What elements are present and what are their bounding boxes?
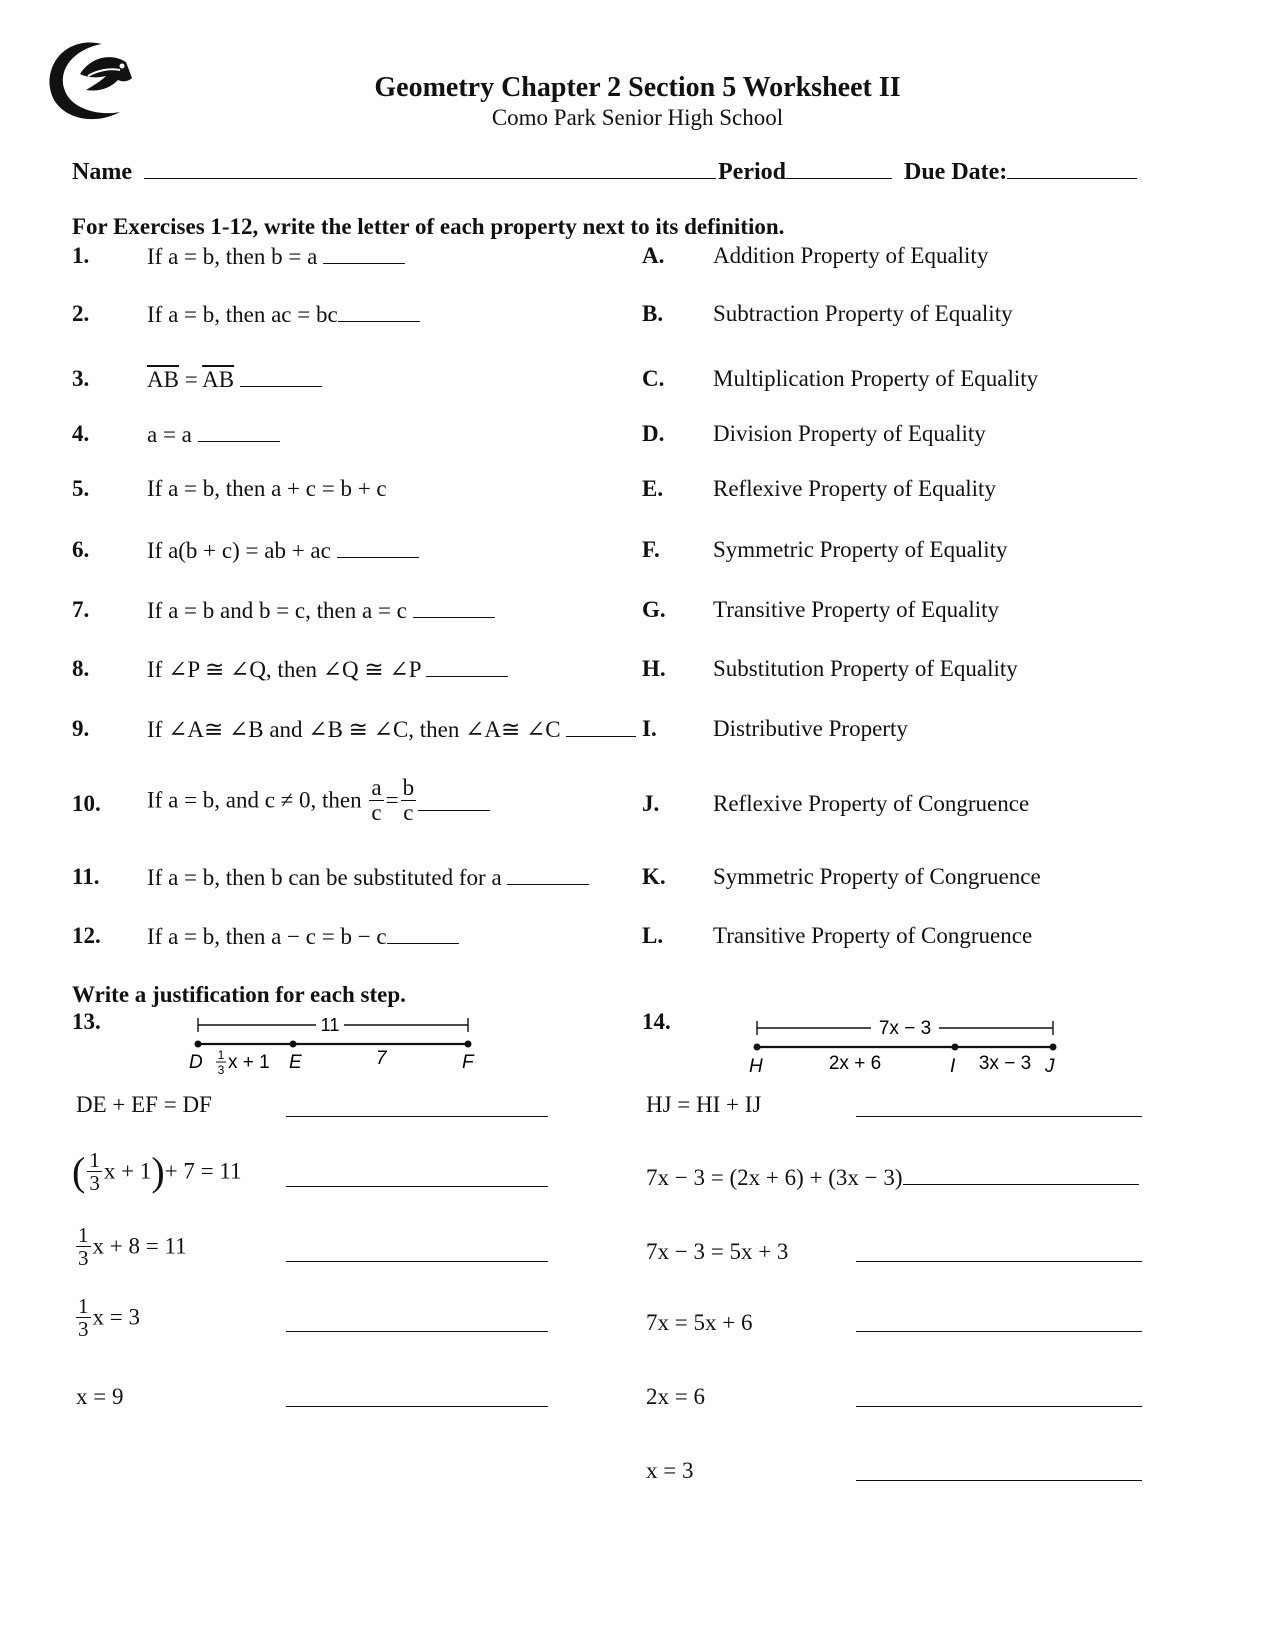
seg1-fraction-num: 1 bbox=[217, 1048, 225, 1062]
justification-blank[interactable] bbox=[856, 1311, 1142, 1332]
numerator: 1 bbox=[89, 1147, 100, 1172]
exercise-2 bbox=[147, 301, 420, 328]
property-letter: D. bbox=[642, 421, 665, 446]
exercise-text: If a = b, and c ≠ 0, then bbox=[147, 787, 362, 813]
equals-sign: = bbox=[385, 787, 399, 813]
point-i-label: I bbox=[950, 1056, 956, 1077]
property-letter: C. bbox=[642, 366, 665, 391]
answer-blank[interactable] bbox=[507, 864, 589, 885]
exercise-text: If a = b, then b can be substituted for a bbox=[147, 865, 502, 890]
justification-blank[interactable] bbox=[856, 1096, 1142, 1117]
justification-blank[interactable] bbox=[856, 1241, 1142, 1262]
property-text: Multiplication Property of Equality bbox=[713, 366, 1039, 391]
answer-blank[interactable] bbox=[413, 597, 495, 618]
period-field[interactable] bbox=[786, 158, 892, 179]
worksheet-title: Geometry Chapter 2 Section 5 Worksheet II bbox=[374, 72, 901, 103]
property-text: Symmetric Property of Congruence bbox=[713, 864, 1041, 889]
equals-sign: = bbox=[178, 367, 203, 392]
item-number: 9. bbox=[72, 716, 90, 741]
answer-blank[interactable] bbox=[240, 366, 322, 387]
point-h-label: H bbox=[749, 1056, 763, 1077]
exercise-10 bbox=[147, 776, 490, 825]
item-number: 4. bbox=[72, 421, 90, 446]
step-14-4: 7x = 5x + 6 bbox=[646, 1310, 753, 1335]
step-13-5: x = 9 bbox=[76, 1384, 124, 1409]
step-text: x + 1 bbox=[103, 1158, 152, 1184]
exercise-text: a = a bbox=[147, 422, 192, 447]
step-13-3 bbox=[74, 1224, 187, 1269]
step-text: x = 3 bbox=[92, 1304, 140, 1330]
answer-blank[interactable] bbox=[418, 790, 490, 811]
item-number: 1. bbox=[72, 243, 90, 268]
property-letter: K. bbox=[642, 864, 666, 889]
point-f-label: F bbox=[462, 1052, 474, 1073]
step-13-1: DE + EF = DF bbox=[76, 1092, 212, 1117]
property-text: Division Property of Equality bbox=[713, 421, 986, 446]
property-text: Substitution Property of Equality bbox=[713, 656, 1018, 681]
property-text: Distributive Property bbox=[713, 716, 908, 741]
school-name: Como Park Senior High School bbox=[491, 105, 784, 130]
exercise-1 bbox=[147, 243, 405, 270]
fraction-a-over-c bbox=[369, 776, 383, 825]
property-text: Reflexive Property of Congruence bbox=[713, 791, 1030, 816]
exercise-text: If ∠P ≅ ∠Q, then ∠Q ≅ ∠P bbox=[147, 657, 421, 682]
answer-blank[interactable] bbox=[338, 301, 420, 322]
item-number: 2. bbox=[72, 301, 90, 326]
exercise-6 bbox=[147, 537, 419, 564]
step-14-5: 2x = 6 bbox=[646, 1384, 705, 1409]
item-number: 11. bbox=[72, 864, 100, 889]
open-paren: ( bbox=[72, 1149, 86, 1194]
exercise-5 bbox=[147, 476, 387, 502]
step-14-2 bbox=[646, 1164, 1139, 1191]
justification-blank[interactable] bbox=[286, 1241, 548, 1262]
denominator: 3 bbox=[78, 1317, 89, 1342]
item-number: 7. bbox=[72, 597, 90, 622]
point-j bbox=[1050, 1044, 1057, 1051]
property-letter: L. bbox=[642, 923, 664, 948]
property-letter: G. bbox=[642, 597, 666, 622]
step-text: + 7 = 11 bbox=[164, 1158, 242, 1184]
exercise-text: If a = b and b = c, then a = c bbox=[147, 598, 407, 623]
exercise-9 bbox=[147, 716, 636, 743]
close-paren: ) bbox=[151, 1149, 165, 1194]
property-text: Reflexive Property of Equality bbox=[713, 476, 996, 501]
segment-ab: $\overline{AB}$ bbox=[147, 367, 179, 392]
property-letter: J. bbox=[642, 791, 660, 816]
fraction-one-third bbox=[87, 1149, 102, 1194]
section2-instructions: Write a justification for each step. bbox=[72, 982, 406, 1007]
section1-instructions: For Exercises 1-12, write the letter of each property next to its definition. bbox=[72, 214, 785, 239]
segment-figure-14 bbox=[745, 1010, 1075, 1080]
exercise-8 bbox=[147, 656, 508, 683]
property-letter: A. bbox=[642, 243, 665, 268]
justification-blank[interactable] bbox=[856, 1460, 1142, 1481]
step-13-2 bbox=[72, 1148, 241, 1195]
item-number: 8. bbox=[72, 656, 90, 681]
fraction-one-third bbox=[76, 1295, 91, 1340]
due-date-field[interactable] bbox=[1007, 158, 1137, 179]
exercise-11 bbox=[147, 864, 589, 891]
step-14-3: 7x − 3 = 5x + 3 bbox=[646, 1239, 789, 1264]
point-h bbox=[754, 1044, 761, 1051]
exercise-text: If a = b, then ac = bc bbox=[147, 302, 338, 327]
property-text: Subtraction Property of Equality bbox=[713, 301, 1013, 326]
denominator: 3 bbox=[78, 1246, 89, 1271]
justification-blank[interactable] bbox=[286, 1096, 548, 1117]
numerator: 1 bbox=[78, 1294, 89, 1318]
point-d bbox=[195, 1041, 202, 1048]
justification-blank[interactable] bbox=[286, 1386, 548, 1407]
exercise-3 bbox=[147, 366, 322, 393]
seg1-label: 2x + 6 bbox=[828, 1053, 882, 1074]
point-d-label: D bbox=[189, 1052, 203, 1073]
step-13-4 bbox=[74, 1295, 140, 1340]
property-text: Transitive Property of Congruence bbox=[713, 923, 1033, 948]
item-number: 6. bbox=[72, 537, 90, 562]
due-date-label: Due Date: bbox=[904, 159, 1008, 185]
seg2-label: 7 bbox=[376, 1048, 387, 1069]
exercise-text: If a = b, then a − c = b − c bbox=[147, 924, 387, 949]
item-number: 3. bbox=[72, 366, 90, 391]
denominator: 3 bbox=[89, 1171, 100, 1195]
exercise-text: If a = b, then b = a bbox=[147, 244, 318, 269]
justification-blank[interactable] bbox=[856, 1386, 1142, 1407]
due-date-row bbox=[904, 158, 1137, 186]
numerator: b bbox=[402, 775, 415, 800]
point-i bbox=[952, 1044, 959, 1051]
seg2-label: 3x − 3 bbox=[978, 1053, 1032, 1074]
property-letter: H. bbox=[642, 656, 666, 681]
seg1-label: x + 1 bbox=[228, 1052, 270, 1073]
item-number: 10. bbox=[72, 791, 101, 816]
property-letter: E. bbox=[642, 476, 664, 501]
item-number: 12. bbox=[72, 923, 101, 948]
property-text: Transitive Property of Equality bbox=[713, 597, 999, 622]
point-e-label: E bbox=[289, 1052, 302, 1073]
point-j-label: J bbox=[1045, 1056, 1055, 1077]
step-14-1: HJ = HI + IJ bbox=[646, 1092, 762, 1117]
numerator: 1 bbox=[78, 1223, 89, 1247]
answer-blank[interactable] bbox=[337, 537, 419, 558]
period-label: Period bbox=[718, 159, 786, 185]
name-field[interactable] bbox=[144, 158, 716, 179]
property-letter: B. bbox=[642, 301, 664, 326]
denominator: c bbox=[371, 800, 382, 826]
fraction-one-third bbox=[76, 1224, 91, 1269]
exercise-text: If ∠A≅ ∠B and ∠B ≅ ∠C, then ∠A≅ ∠C bbox=[147, 717, 561, 742]
name-row bbox=[72, 158, 716, 186]
point-f bbox=[465, 1041, 472, 1048]
property-letter: F. bbox=[642, 537, 660, 562]
step-14-6: x = 3 bbox=[646, 1458, 694, 1483]
exercise-4 bbox=[147, 421, 280, 448]
answer-blank[interactable] bbox=[198, 421, 280, 442]
total-length-label: 7x − 3 bbox=[878, 1018, 932, 1039]
answer-blank[interactable] bbox=[387, 923, 459, 944]
step-text: x + 8 = 11 bbox=[92, 1233, 187, 1259]
seg1-fraction-den: 3 bbox=[217, 1063, 225, 1077]
step-text: 7x − 3 = (2x + 6) + (3x − 3) bbox=[646, 1165, 903, 1190]
denominator: c bbox=[401, 800, 417, 825]
point-e bbox=[290, 1041, 297, 1048]
exercise-text: If a = b, then a + c = b + c bbox=[147, 476, 387, 501]
period-row bbox=[718, 158, 892, 186]
item-number: 13. bbox=[72, 1009, 101, 1034]
segment-figure-13 bbox=[180, 1008, 490, 1078]
segment-ab: $\overline{AB}$ bbox=[202, 367, 235, 392]
justification-blank[interactable] bbox=[286, 1166, 548, 1187]
item-number: 5. bbox=[72, 476, 90, 501]
justification-blank[interactable] bbox=[286, 1311, 548, 1332]
property-text: Symmetric Property of Equality bbox=[713, 537, 1008, 562]
answer-blank[interactable] bbox=[426, 656, 508, 677]
justification-blank[interactable] bbox=[903, 1164, 1139, 1185]
name-label: Name bbox=[72, 159, 132, 185]
total-length-label: 11 bbox=[320, 1015, 340, 1035]
answer-blank[interactable] bbox=[323, 243, 405, 264]
exercise-text: If a(b + c) = ab + ac bbox=[147, 538, 331, 563]
exercise-7 bbox=[147, 597, 495, 624]
item-number: 14. bbox=[642, 1009, 671, 1034]
exercise-12 bbox=[147, 923, 459, 950]
numerator: a bbox=[371, 775, 382, 800]
property-letter: I. bbox=[642, 716, 657, 741]
fraction-b-over-c bbox=[401, 776, 417, 825]
answer-blank[interactable] bbox=[566, 716, 636, 737]
property-text: Addition Property of Equality bbox=[713, 243, 989, 268]
